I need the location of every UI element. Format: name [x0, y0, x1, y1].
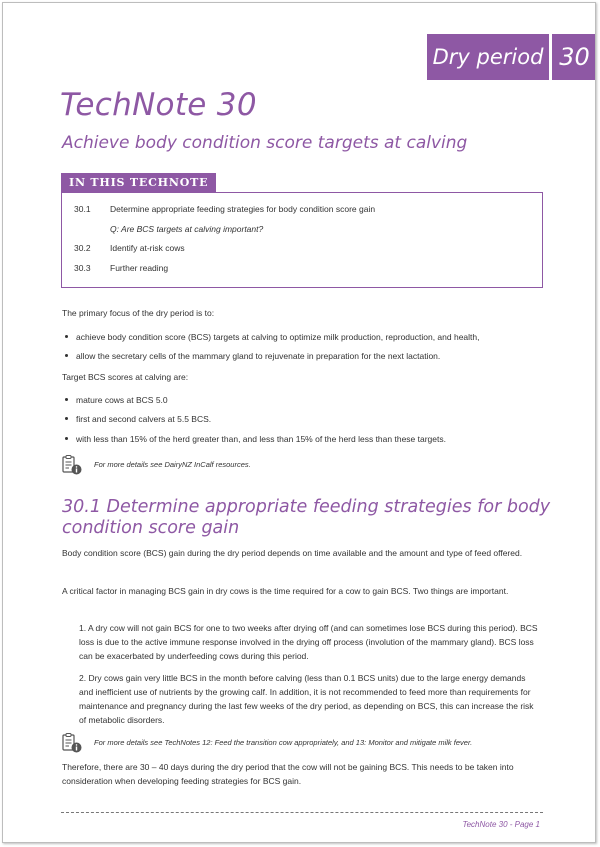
toc-item-number: 30.2: [74, 243, 91, 253]
page-subtitle: Achieve body condition score targets at calving: [62, 133, 468, 153]
list-item-text: achieve body condition score (BCS) targets at calving to optimize milk production, reproduction, and health,: [76, 332, 480, 342]
document-page: [2, 2, 596, 843]
section-heading-30-1: 30.1 Determine appropriate feeding strategies for body condition score gain: [62, 497, 551, 538]
numbered-point: 2. Dry cows gain very little BCS in the month before calving (less than 0.1 BCS units) due to the large energy demands and inefficient use of nutrients by the growing calf. In addition, it is not recommended to feed more than requirements for maintenance and pregnancy during the last few weeks of the dry period, as depending on BCS, this can increase the risk of metabolic disorders.: [79, 673, 534, 725]
intro-lead: The primary focus of the dry period is to:: [62, 308, 215, 318]
toc-item-text: Q: Are BCS targets at calving important?: [110, 224, 264, 234]
footer-divider: [61, 812, 543, 813]
numbered-point: 1. A dry cow will not gain BCS for one to two weeks after drying off (and can sometimes lose BCS during this period). BCS loss is due to the active immune response involved in the drying off process (involution of the mammary gland). BCS loss can be exacerbated by underfeeding cows during this period.: [79, 623, 538, 661]
toc-item-number: 30.1: [74, 204, 91, 214]
document-info-icon: [61, 454, 83, 476]
toc-item-text: Identify at-risk cows: [110, 243, 185, 253]
section-tab-number: 30: [552, 34, 596, 80]
intro-note: For more details see DairyNZ InCalf resources.: [94, 460, 251, 469]
page-title: TechNote 30: [60, 87, 257, 123]
section-paragraph: Body condition score (BCS) gain during the dry period depends on time available and the amount and type of feed offered.: [62, 548, 523, 558]
document-info-icon: [61, 732, 83, 754]
page-footer: TechNote 30 - Page 1: [462, 820, 540, 829]
section-paragraph: A critical factor in managing BCS gain in dry cows is the time required for a cow to gain BCS. Two things are important.: [62, 586, 509, 596]
targets-lead: Target BCS scores at calving are:: [62, 372, 189, 382]
toc-item-text: Further reading: [110, 263, 169, 273]
list-item-text: first and second calvers at 5.5 BCS.: [76, 414, 212, 424]
toc-item-number: 30.3: [74, 263, 91, 273]
list-item-text: allow the secretary cells of the mammary gland to rejuvenate in preparation for the next lactation.: [76, 351, 441, 361]
toc-item-text: Determine appropriate feeding strategies for body condition score gain: [110, 204, 376, 214]
toc-box: [61, 192, 543, 288]
section-tab-label: Dry period: [427, 34, 549, 80]
toc-heading: IN THIS TECHNOTE: [61, 173, 216, 193]
list-item-text: mature cows at BCS 5.0: [76, 395, 168, 405]
section-note: For more details see TechNotes 12: Feed the transition cow appropriately, and 13: Monitor and mitigate milk fever.: [94, 738, 473, 747]
section-paragraph: Therefore, there are 30 – 40 days during the dry period that the cow will not be gaining BCS. This needs to be taken into consideration when developing feeding strategies for BCS gain.: [62, 762, 514, 786]
list-item-text: with less than 15% of the herd greater than, and less than 15% of the herd less than these targets.: [76, 434, 446, 444]
